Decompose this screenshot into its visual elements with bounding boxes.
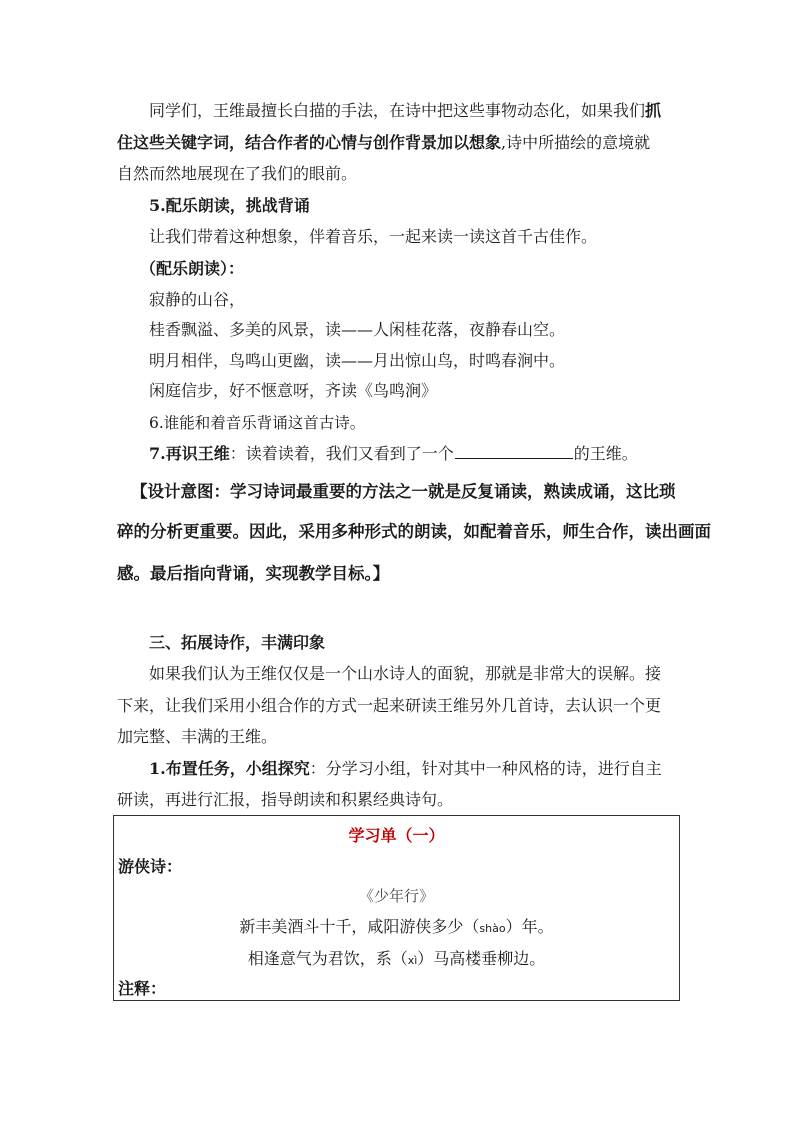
- pinyin: shào: [479, 922, 506, 935]
- design-intent-line: 【设计意图：学习诗词最重要的方法之一就是反复诵读，熟读成诵，这比琐: [131, 482, 676, 501]
- paragraph-line: [149, 101, 661, 121]
- bold-text: 住这些关键字词，结合作者的心情与创作背景加以想象: [117, 133, 502, 152]
- reading-line: 寂静的山谷，: [149, 290, 246, 309]
- text: ,诗中所描绘的意境就: [501, 133, 651, 152]
- bold-text: 抓: [645, 101, 662, 120]
- paragraph-line: 如果我们认为王维仅仅是一个山水诗人的面貌，那就是非常大的误解。接: [149, 664, 662, 683]
- poem-title: 《少年行》: [358, 887, 434, 905]
- step-line: [149, 444, 638, 464]
- paragraph-line: 研读，再进行汇报，指导朗读和积累经典诗句。: [117, 790, 454, 809]
- text: ）马高楼垂柳边。: [417, 949, 546, 968]
- reading-line: 闲庭信步，好不惬意呀，齐读《鸟鸣涧》: [149, 381, 438, 400]
- reading-line: 桂香飘溢、多美的风景，读——人闲桂花落，夜静春山空。: [149, 320, 566, 339]
- paragraph-line: 自然而然地展现在了我们的眼前。: [117, 164, 358, 183]
- step-heading: 7.再识王维: [149, 444, 230, 463]
- paragraph-line: 让我们带着这种想象，伴着音乐，一起来读一读这首千古佳作。: [149, 227, 598, 246]
- design-intent-line: 碎的分析更重要。因此，采用多种形式的朗读，如配着音乐，师生合作，读出画面: [117, 522, 711, 541]
- task-line: [149, 759, 662, 779]
- text: 相逢意气为君饮，系（: [247, 949, 408, 968]
- text: ：读着读着，我们又看到了一个: [229, 444, 454, 463]
- worksheet-box: [113, 815, 680, 1001]
- text: ：分学习小组，针对其中一种风格的诗，进行自主: [309, 759, 662, 778]
- pinyin: xì: [407, 954, 418, 967]
- step-heading: 5.配乐朗读，挑战背诵: [149, 196, 310, 215]
- design-intent-line: 感。最后指向背诵，实现教学目标。】: [117, 564, 390, 583]
- paragraph-line: 加完整、丰满的王维。: [117, 727, 278, 746]
- poem-category: 游侠诗：: [118, 857, 183, 876]
- worksheet-title: 学习单（一）: [348, 826, 445, 845]
- section-heading: 三、拓展诗作，丰满印象: [149, 633, 326, 652]
- notes-label: 注释：: [118, 979, 167, 998]
- step-line: 6.谁能和着音乐背诵这首古诗。: [149, 414, 366, 432]
- reading-line: 明月相伴，鸟鸣山更幽，读——月出惊山鸟，时鸣春涧中。: [149, 351, 566, 370]
- task-heading: 1.布置任务，小组探究: [149, 759, 310, 778]
- text: 同学们，王维最擅长白描的手法，在诗中把这些事物动态化，如果我们: [149, 101, 646, 120]
- paragraph-line: [117, 133, 650, 153]
- fill-blank: [455, 444, 573, 459]
- text: ）年。: [505, 917, 554, 936]
- text: 的王维。: [573, 444, 638, 463]
- poem-line: [114, 914, 679, 937]
- reading-label: （配乐朗读）：: [140, 259, 245, 278]
- text: 新丰美酒斗十千，咸阳游侠多少（: [239, 917, 480, 936]
- paragraph-line: 下来，让我们采用小组合作的方式一起来研读王维另外几首诗，去认识一个更: [117, 696, 662, 715]
- poem-line: [114, 946, 679, 969]
